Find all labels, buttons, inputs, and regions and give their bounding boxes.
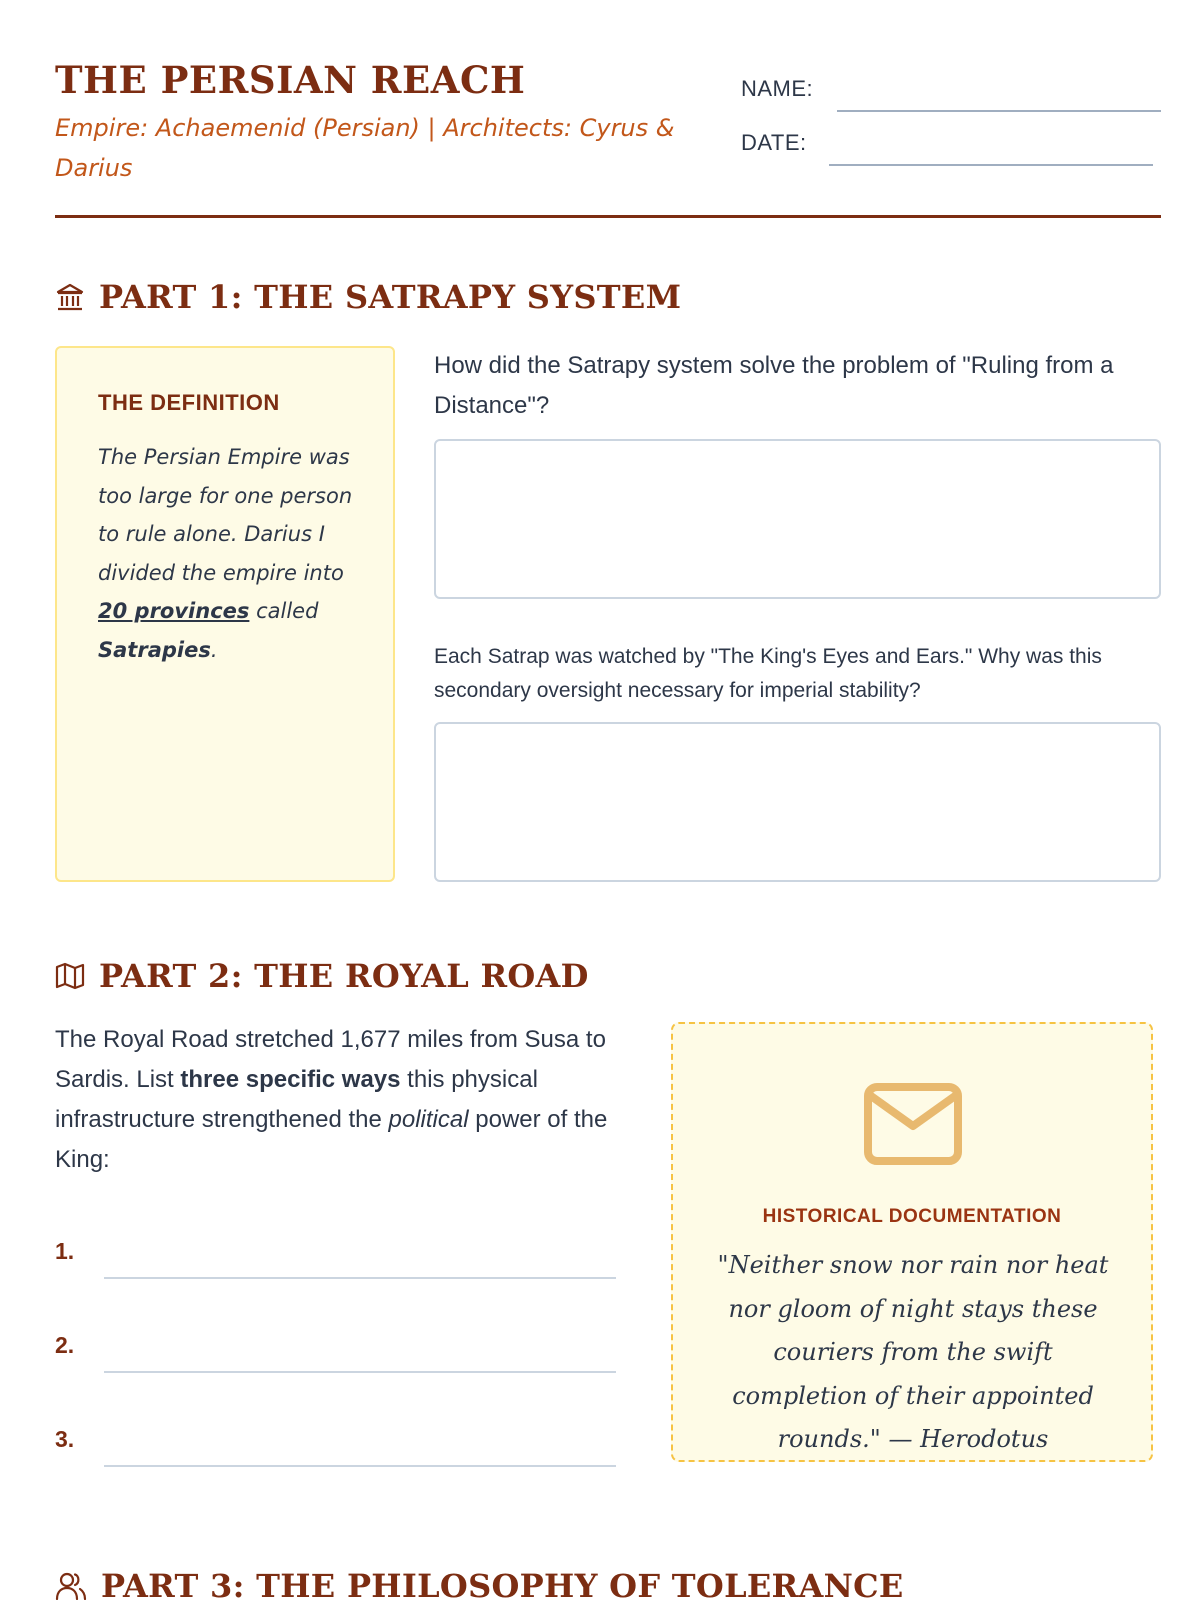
definition-text: The Persian Empire was too large for one person to rule alone. Darius I divided the empire into 20 provinces called Satrapies. xyxy=(98,445,353,662)
part1-title-text: PART 1: THE SATRAPY SYSTEM xyxy=(99,278,682,316)
users-icon xyxy=(55,1571,87,1600)
part3-title xyxy=(55,1567,904,1600)
definition-bold: Satrapies xyxy=(98,637,211,662)
part2-title xyxy=(55,957,589,995)
worksheet-header xyxy=(55,58,1161,218)
part2-title-text: PART 2: THE ROYAL ROAD xyxy=(99,957,589,995)
definition-heading: THE DEFINITION xyxy=(98,390,280,415)
historical-documentation-box xyxy=(671,1022,1153,1462)
date-field[interactable] xyxy=(829,164,1153,166)
definition-box xyxy=(55,346,395,882)
royal-road-prompt: The Royal Road stretched 1,677 miles from Susa to Sardis. List three specific ways this physical infrastructure strengthened the political power of the King: xyxy=(55,1026,608,1173)
part1-title xyxy=(55,278,681,316)
envelope-icon xyxy=(863,1082,963,1166)
page-title: THE PERSIAN REACH xyxy=(55,58,526,102)
header-divider xyxy=(55,215,1161,218)
answer-line-2[interactable] xyxy=(104,1371,616,1373)
name-label: NAME: xyxy=(741,76,814,101)
definition-underlined: 20 provinces xyxy=(98,599,250,623)
herodotus-quote: "Neither snow nor rain nor heat nor gloom of night stays these couriers from the swift completion of their appointed rounds." — Herodotus xyxy=(717,1251,1109,1453)
name-field[interactable] xyxy=(837,110,1161,112)
date-label: DATE: xyxy=(741,130,807,155)
prompt-bold: three specific ways xyxy=(180,1066,401,1093)
list-number-3: 3. xyxy=(55,1426,75,1452)
answer-box-1[interactable] xyxy=(434,439,1161,599)
prompt-italic: political xyxy=(388,1106,469,1133)
list-number-1: 1. xyxy=(55,1238,75,1264)
answer-box-2[interactable] xyxy=(434,722,1161,882)
page-subtitle: Empire: Achaemenid (Persian) | Architects: Cyrus & Darius xyxy=(55,114,675,182)
question-2: Each Satrap was watched by "The King's Eyes and Ears." Why was this secondary oversight necessary for imperial stability? xyxy=(434,645,1102,702)
question-1: How did the Satrapy system solve the problem of "Ruling from a Distance"? xyxy=(434,352,1114,419)
answer-line-3[interactable] xyxy=(104,1465,616,1467)
map-icon xyxy=(55,962,85,990)
documentation-heading: HISTORICAL DOCUMENTATION xyxy=(762,1206,1062,1227)
answer-line-1[interactable] xyxy=(104,1277,616,1279)
list-number-2: 2. xyxy=(55,1332,75,1358)
temple-icon xyxy=(55,281,85,313)
part3-title-text: PART 3: THE PHILOSOPHY OF TOLERANCE xyxy=(101,1567,904,1600)
